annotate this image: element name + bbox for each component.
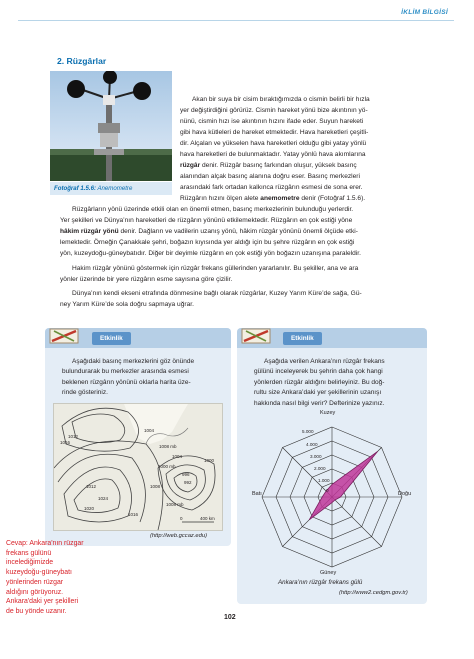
rose-scale-label: 2.000 xyxy=(314,466,326,471)
page-number: 102 xyxy=(224,614,236,621)
pencil-ruler-icon xyxy=(48,325,82,347)
activity-line: rultu size Ankara’daki yer şekillerinin uzanışı xyxy=(254,389,382,397)
rose-scale-label: 0 xyxy=(326,488,329,493)
activity-tag-right: Etkinlik xyxy=(283,332,322,345)
paragraph-line: yön, kuzeydoğu-güneybatıdır. Diğer bir deyimle rüzgârın en çok estiği yön boğazın uzanışına paraleldir. xyxy=(60,250,361,257)
photo-caption xyxy=(54,185,132,192)
rose-label-north: Kuzey xyxy=(320,410,336,416)
isobar-label: 1016 xyxy=(128,512,139,517)
map-source: (http://web.gccaz.edu) xyxy=(150,533,208,539)
isobar-label: 992 xyxy=(184,480,192,485)
paragraph-line: lemektedir. Örneğin Çanakkale şehri, boğazın kıyısında yer aldığı için bu şehre rüzgârın en çok estiği xyxy=(60,239,355,246)
pressure-map xyxy=(53,403,223,531)
isobar-label: 996 xyxy=(182,472,190,477)
answer-line: Cevap: Ankara'nın rüzgar xyxy=(6,540,84,547)
isobar-label: 1004 xyxy=(144,428,155,433)
intro-line: rüzgâr denir. Rüzgâr basınç farkından oluşur, yüksek basınç xyxy=(180,162,357,169)
rose-scale-label: 4.000 xyxy=(306,442,318,447)
anemometer-illustration xyxy=(50,71,172,181)
paragraph-line: Dünya’nın kendi ekseni etrafında dönmesine bağlı olarak rüzgârlar, Kuzey Yarım Küre’de sağa, Gü- xyxy=(72,290,362,297)
intro-line: hava hareketleri de bulunmaktadır. Yatay yönlü hava akımlarına xyxy=(180,151,366,158)
paragraph-wind-rose xyxy=(60,263,416,285)
rose-scale-label: 1.000 xyxy=(318,478,330,483)
intro-line: Akan bir suya bir cisim bıraktığımızda o cismin belirli bir hızla xyxy=(192,96,370,103)
intro-line: gibi hava kütleleri de hareket etmektedir. Hava hareketleri çeşitli- xyxy=(180,129,369,136)
activity-line: bulundurarak bu merkezler arasında esmesi xyxy=(62,368,189,376)
intro-paragraph xyxy=(180,94,416,204)
photo-caption-text: Anemometre xyxy=(97,185,133,192)
paragraph-line: Rüzgârların yönü üzerinde etkili olan en önemli etmen, basınç merkezlerinin bulunduğu yerlerdir. xyxy=(72,206,354,213)
paragraph-line: hâkim rüzgâr yönü denir. Dağların ve vadilerin uzanış yönü, hâkim rüzgâr yönünü önemli ölçüde etki- xyxy=(60,228,358,235)
rose-label-east: Doğu xyxy=(398,491,412,497)
intro-line: Rüzgârın hızını ölçen alete anemometre denir (Fotoğraf 1.5.6). xyxy=(180,195,366,202)
isobar-label: 1012 xyxy=(86,484,97,489)
wind-rose-source: (http://www2.cedgm.gov.tr) xyxy=(339,590,408,596)
isobar-label: 1000 xyxy=(204,458,215,463)
answer-line: incelediğimizde xyxy=(6,559,54,567)
intro-line: nünü, cismin hızı ise akıntının hızını ifade eder. Suyun hareketi xyxy=(180,118,364,125)
pencil-ruler-icon xyxy=(240,325,274,347)
paragraph-line: ney Yarım Küre’de sola doğru sapmaya uğrar. xyxy=(60,301,194,308)
wind-rose-area xyxy=(309,451,377,519)
rose-scale-label: 5.000 xyxy=(302,429,314,434)
anemometer-photo xyxy=(50,71,172,181)
intro-line: alanından alçak basınç alanına doğru eser. Basınç merkezleri xyxy=(180,173,360,180)
isobar-label: 1016 xyxy=(60,440,71,445)
answer-line: frekans gülünü xyxy=(6,549,52,557)
intro-line: arasındaki fark ortadan kalkınca rüzgârın esmesi de sona erer. xyxy=(180,184,363,191)
intro-line: dir. Alçalan ve yükselen hava hareketleri olduğu gibi yatay yönlü xyxy=(180,140,367,147)
activity-line: beklenen rüzgârın yönünü oklarla harita üze- xyxy=(62,378,191,386)
scale-label: 400 km xyxy=(200,516,215,521)
paragraph-line: Yer şekilleri ve Dünya’nın hareketleri de rüzgârın yönünü etkilemektedir. Rüzgârın en çok estiği yöne xyxy=(60,217,353,224)
isobar-label: 1012 xyxy=(68,434,79,439)
answer-line: yönlerinden rüzgar xyxy=(6,578,64,586)
isobar-label: 1008 mb xyxy=(159,444,177,449)
activity-line: yönlerden rüzgâr aldığını belirleyiniz. Bu doğ- xyxy=(254,378,385,386)
section-title: 2. Rüzgârlar xyxy=(57,56,107,66)
paragraph-wind-direction xyxy=(60,204,416,259)
answer-line: aldığını görüyoruz. xyxy=(6,588,64,596)
activity-tag-left: Etkinlik xyxy=(92,332,131,345)
activity-line: rinde gösteriniz. xyxy=(62,389,108,397)
paragraph-coriolis xyxy=(60,288,416,310)
activity-line: Aşağıdaki basınç merkezlerini göz önünde xyxy=(72,358,195,365)
isobar-label: 1004 xyxy=(172,454,183,459)
answer-note xyxy=(6,539,124,617)
rose-label-south: Güney xyxy=(320,570,337,576)
isobar-label: 1020 xyxy=(84,506,95,511)
activity-line: Aşağıda verilen Ankara’nın rüzgâr frekans xyxy=(264,358,385,365)
activity-text-right xyxy=(254,357,420,409)
answer-line: kuzeydoğu-güneybatı xyxy=(6,569,72,577)
activity-line: gülünü inceleyerek bu şehrin daha çok hangi xyxy=(254,368,383,376)
answer-line: Ankara'daki yer şekilleri xyxy=(6,598,79,606)
answer-line: de bu yönde uzanır. xyxy=(6,607,67,615)
rose-label-west: Batı xyxy=(252,491,262,497)
isobar-label: 1008 mb xyxy=(166,502,184,507)
paragraph-line: yönler üzerinde bir yere rüzgârın esme sayısına göre çizilir. xyxy=(60,276,233,283)
intro-line: yer değiştirdiğini görürüz. Cismin hareket yönü bize akıntının yö- xyxy=(180,107,368,114)
paragraph-line: Hakim rüzgâr yönünü göstermek için rüzgâr frekans güllerinden yararlanılır. Bu şekiller, ana ve ara xyxy=(72,265,359,272)
activity-line: hakkında nasıl bilgi verir? Defterinize yazınız. xyxy=(254,399,385,407)
isobar-label: 1008 xyxy=(150,484,161,489)
header-divider xyxy=(18,20,454,21)
scale-label: 0 xyxy=(180,516,183,521)
page-header-title: İKLİM BİLGİSİ xyxy=(401,9,448,16)
rose-scale-label: 3.000 xyxy=(310,454,322,459)
photo-caption-label: Fotoğraf 1.5.6: xyxy=(54,185,96,192)
isobar-label: 1000 mb xyxy=(158,464,176,469)
wind-rose-chart xyxy=(252,410,412,576)
wind-rose-caption: Ankara’nın rüzgâr frekans gülü xyxy=(278,579,363,586)
activity-text-left xyxy=(62,357,222,399)
wind-rose-svg xyxy=(252,418,412,576)
isobar-label: 1024 xyxy=(98,496,109,501)
